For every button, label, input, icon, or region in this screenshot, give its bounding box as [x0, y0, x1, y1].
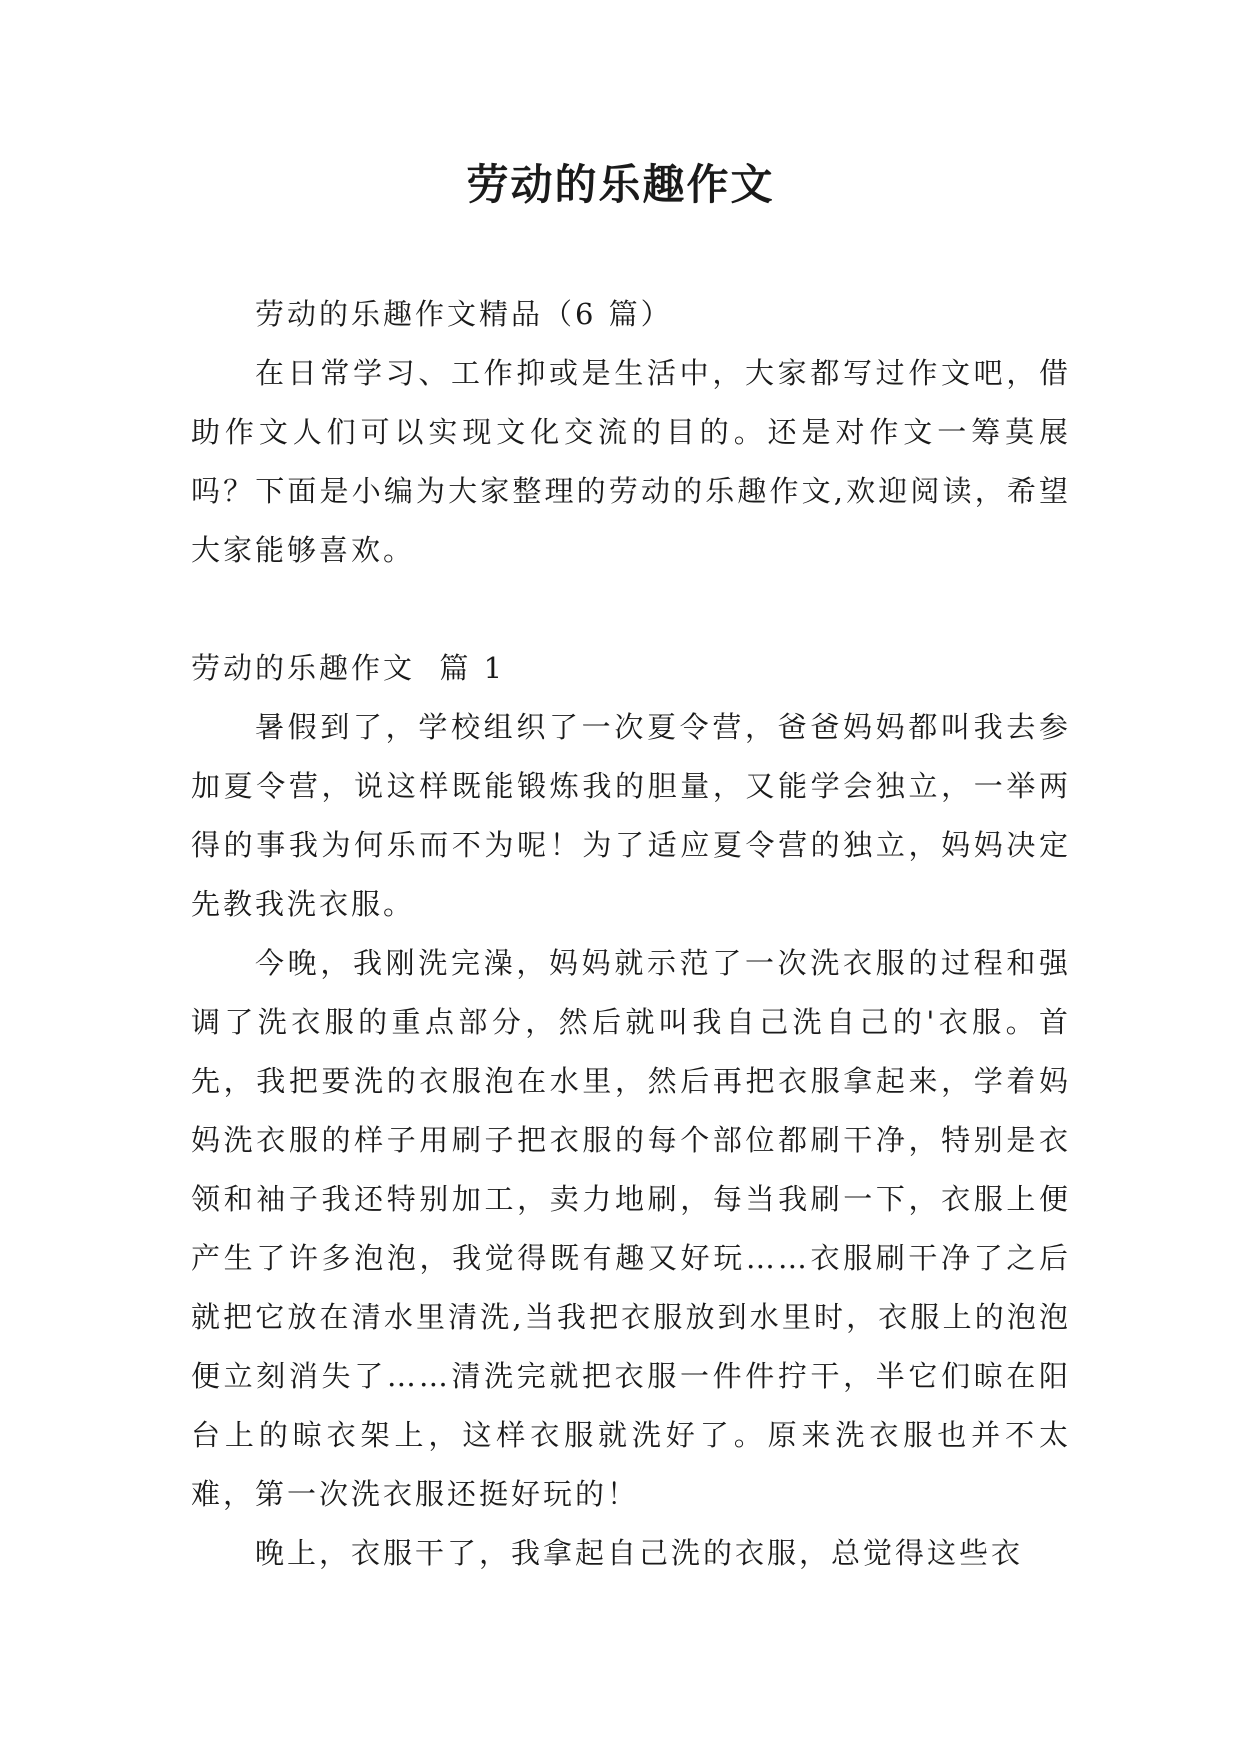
body-paragraph-3: 晚上，衣服干了，我拿起自己洗的衣服，总觉得这些衣 [255, 1536, 1024, 1570]
document-body [191, 285, 1071, 1583]
section-heading: 劳动的乐趣作文 篇 1 [191, 651, 506, 685]
intro-paragraph: 在日常学习、工作抑或是生活中，大家都写过作文吧，借助作文人们可以实现文化交流的目的。还是对作文一筹莫展吗？下面是小编为大家整理的劳动的乐趣作文,欢迎阅读，希望大家能够喜欢。 [191, 356, 1071, 567]
document-title: 劳动的乐趣作文 [466, 160, 775, 209]
body-paragraph-2: 今晚，我刚洗完澡，妈妈就示范了一次洗衣服的过程和强调了洗衣服的重点部分，然后就叫我自己洗自己的'衣服。首先，我把要洗的衣服泡在水里，然后再把衣服拿起来，学着妈妈洗衣服的样子用刷子把衣服的每个部位都刷干净，特别是衣领和袖子我还特别加工，卖力地刷，每当我刷一下，衣服上便产生了许多泡泡，我觉得既有趣又好玩……衣服刷干净了之后就把它放在清水里清洗,当我把衣服放到水里时，衣服上的泡泡便立刻消失了……清洗完就把衣服一件件拧干，半它们晾在阳台上的晾衣架上，这样衣服就洗好了。原来洗衣服也并不太难，第一次洗衣服还挺好玩的！ [191, 946, 1071, 1511]
document-subtitle: 劳动的乐趣作文精品（6 篇） [255, 297, 673, 331]
body-paragraph-1: 暑假到了，学校组织了一次夏令营，爸爸妈妈都叫我去参加夏令营，说这样既能锻炼我的胆量，又能学会独立，一举两得的事我为何乐而不为呢！为了适应夏令营的独立，妈妈决定先教我洗衣服。 [191, 710, 1071, 921]
